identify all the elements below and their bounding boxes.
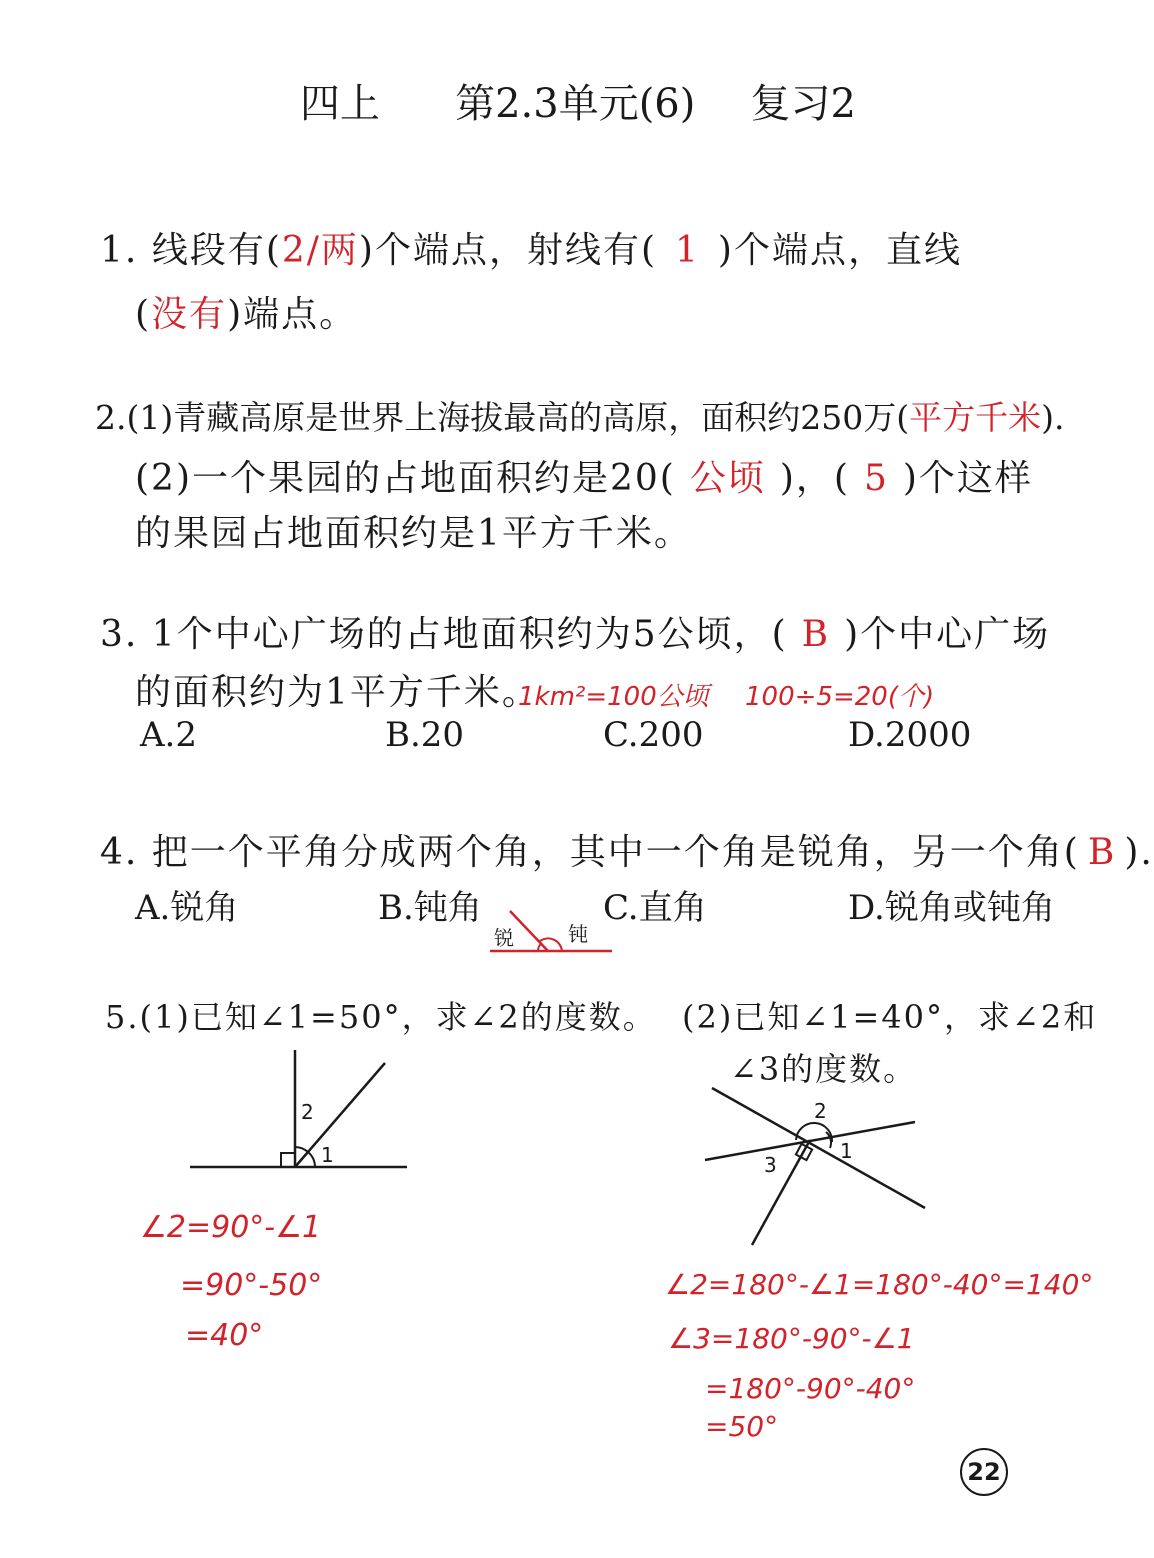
q1-text-2: )个端点，射线有( [358,230,657,271]
sol2-line-1: ∠2=180°-∠1=180°-40°=140° [665,1268,1094,1301]
question-2-line-3 [135,505,692,556]
question-2-line-1 [95,392,1064,439]
q2-text-1: 2.(1)青藏高原是世界上海拔最高的高原，面积约250万( [95,398,910,437]
fig1-angle-1-label: 1 [321,1143,334,1167]
q3-option-c: C.200 [603,715,704,755]
q3-text-2: 的面积约为1平方千米。 [135,672,540,713]
q4-option-b: B.钝角 [378,888,482,928]
q3-text-1b: )个中心广场 [844,614,1051,655]
q4-option-d: D.锐角或钝角 [848,888,1055,928]
q1-text-4: ( [135,294,152,335]
sketch-acute-label: 锐 [494,926,514,950]
sol2-line-2: ∠3=180°-90°-∠1 [668,1322,915,1355]
sol1-line-1: ∠2=90°-∠1 [140,1210,322,1245]
topic-label: 复习2 [750,81,856,127]
page-number: 22 [960,1448,1008,1496]
fig2-angle-2-label: 2 [814,1099,827,1123]
q3-answer: B [801,614,831,655]
q3-option-d: D.2000 [848,715,972,755]
q1-answer-1: 2/两 [281,230,359,271]
q2-text-2c: )个这样 [902,458,1033,499]
q1-text-3: )个端点，直线 [717,230,962,271]
q3-option-b: B.20 [385,715,465,755]
q3-note-conversion: 1km²=100公顷 [518,682,709,712]
q1-answer-3: 没有 [151,294,228,335]
q3-note-division: 100÷5=20(个) [745,682,935,712]
q5-part2-title-line1: (2)已知∠1=40°，求∠2和 [682,998,1098,1036]
question-3-line-2 [135,664,540,715]
q2-answer-2: 公顷 [689,458,766,499]
q5-part2-title-line2: ∠3的度数。 [730,1050,918,1088]
grade-label: 四上 [300,81,380,127]
q5-figure-2 [700,1080,940,1250]
q3-text-1a: 3. 1个中心广场的占地面积约为5公顷，( [100,614,788,655]
q2-text-2b: )，( [779,458,850,499]
q5-figure-1 [185,1045,415,1175]
q5-part1-title: 5.(1)已知∠1=50°，求∠2的度数。 [105,998,657,1036]
question-1-line-2 [135,286,357,337]
fig2-angle-1-label: 1 [840,1139,853,1163]
sol2-line-3: =180°-90°-40° [705,1372,916,1405]
q4-text-1b: ). [1124,832,1154,873]
q4-angle-sketch [490,905,620,965]
fig1-angle-2-label: 2 [301,1100,314,1124]
q4-text-1a: 4. 把一个平角分成两个角，其中一个角是锐角，另一个角( [100,832,1080,873]
question-4-line-1 [100,824,1154,875]
q4-option-a: A.锐角 [135,888,239,928]
q4-option-c: C.直角 [603,888,707,928]
question-2-line-2 [135,450,1033,501]
q2-answer-1: 平方千米 [909,398,1042,437]
sol1-line-2: =90°-50° [180,1268,323,1303]
sol1-line-3: =40° [185,1318,264,1353]
question-1-line-1 [100,222,962,273]
q2-text-2a: (2)一个果园的占地面积约是20( [135,458,676,499]
q1-text-5: )端点。 [227,294,358,335]
fig2-angle-3-label: 3 [764,1153,777,1177]
sol2-line-4: =50° [705,1410,779,1443]
page-title [300,72,856,129]
q4-answer: B [1087,832,1117,873]
question-3-line-1 [100,606,1050,657]
q2-text-3: 的果园占地面积约是1平方千米。 [135,513,692,554]
q2-text-1-end: ). [1041,398,1065,437]
sketch-obtuse-label: 钝 [568,922,588,946]
q3-option-a: A.2 [140,715,197,755]
unit-label: 第2.3单元(6) [455,81,696,127]
q1-number: 1. [100,230,139,271]
q1-answer-2: 1 [675,230,700,271]
q2-answer-3: 5 [863,458,889,499]
q1-text-1: 线段有( [151,230,282,271]
